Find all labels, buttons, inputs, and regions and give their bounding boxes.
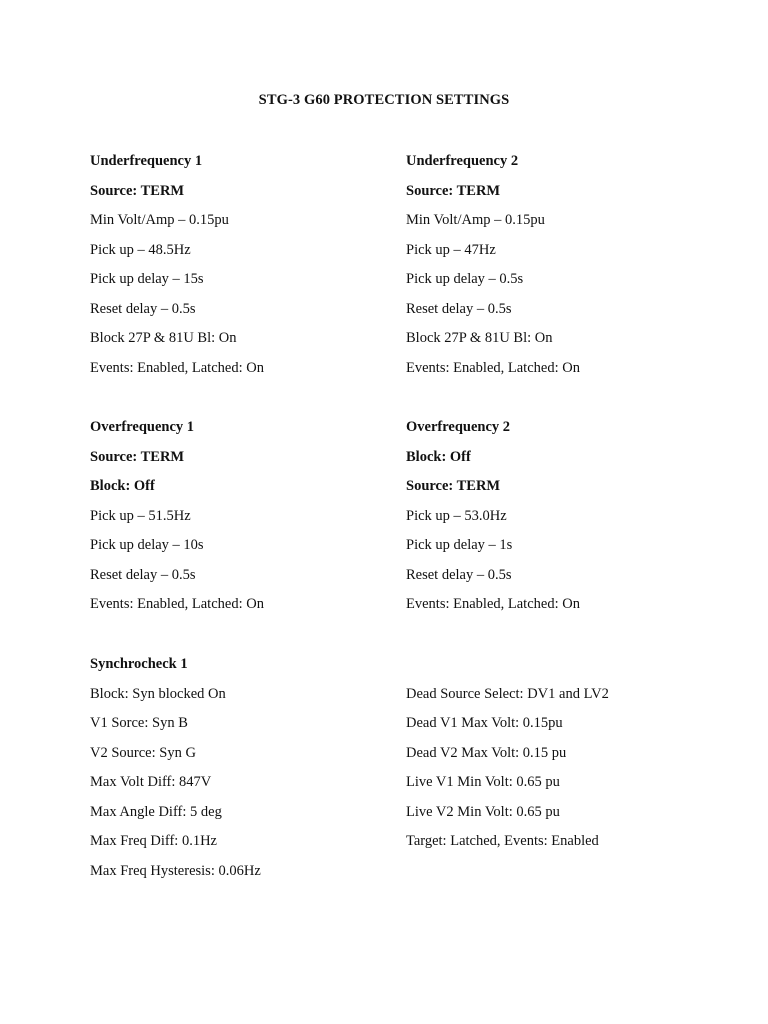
underfrequency-1-min-volt-amp: Min Volt/Amp – 0.15pu: [90, 212, 229, 228]
overfrequency-2-events: Events: Enabled, Latched: On: [406, 596, 580, 612]
synchrocheck-setting: Dead Source Select: DV1 and LV2: [406, 686, 609, 702]
overfrequency-1-events: Events: Enabled, Latched: On: [90, 596, 264, 612]
overfrequency-2-heading: Overfrequency 2: [406, 419, 511, 435]
synchrocheck-setting: Dead V2 Max Volt: 0.15 pu: [406, 745, 567, 761]
underfrequency-2-pickup: Pick up – 47Hz: [406, 242, 496, 258]
overfrequency-2-source: Source: TERM: [406, 478, 501, 494]
overfrequency-1-source: Source: TERM: [90, 449, 185, 465]
overfrequency-2-reset-delay: Reset delay – 0.5s: [406, 567, 512, 583]
synchrocheck-setting: Dead V1 Max Volt: 0.15pu: [406, 715, 563, 731]
page-title: STG-3 G60 PROTECTION SETTINGS: [258, 92, 510, 108]
synchrocheck-heading: Synchrocheck 1: [90, 656, 188, 672]
underfrequency-1-events: Events: Enabled, Latched: On: [90, 360, 264, 376]
synchrocheck-setting: Block: Syn blocked On: [90, 686, 226, 702]
underfrequency-1-source: Source: TERM: [90, 183, 185, 199]
synchrocheck-setting: V1 Sorce: Syn B: [90, 715, 188, 731]
synchrocheck-setting: Max Freq Hysteresis: 0.06Hz: [90, 863, 261, 879]
underfrequency-2-block-setting: Block 27P & 81U Bl: On: [406, 330, 553, 346]
underfrequency-2-events: Events: Enabled, Latched: On: [406, 360, 580, 376]
underfrequency-1-block-setting: Block 27P & 81U Bl: On: [90, 330, 237, 346]
underfrequency-2-heading: Underfrequency 2: [406, 153, 519, 169]
overfrequency-1-pickup: Pick up – 51.5Hz: [90, 508, 191, 524]
overfrequency-2-pickup-delay: Pick up delay – 1s: [406, 537, 513, 553]
underfrequency-2-reset-delay: Reset delay – 0.5s: [406, 301, 512, 317]
overfrequency-1-pickup-delay: Pick up delay – 10s: [90, 537, 204, 553]
synchrocheck-setting: Target: Latched, Events: Enabled: [406, 833, 599, 849]
overfrequency-1-block-setting: Block: Off: [90, 478, 155, 494]
synchrocheck-setting: Max Freq Diff: 0.1Hz: [90, 833, 217, 849]
underfrequency-1-reset-delay: Reset delay – 0.5s: [90, 301, 196, 317]
underfrequency-1-pickup: Pick up – 48.5Hz: [90, 242, 191, 258]
synchrocheck-setting: Live V1 Min Volt: 0.65 pu: [406, 774, 560, 790]
underfrequency-1-heading: Underfrequency 1: [90, 153, 203, 169]
synchrocheck-setting: V2 Source: Syn G: [90, 745, 196, 761]
underfrequency-2-min-volt-amp: Min Volt/Amp – 0.15pu: [406, 212, 545, 228]
overfrequency-2-block-setting: Block: Off: [406, 449, 471, 465]
synchrocheck-setting: Max Volt Diff: 847V: [90, 774, 212, 790]
synchrocheck-setting: Max Angle Diff: 5 deg: [90, 804, 222, 820]
overfrequency-1-reset-delay: Reset delay – 0.5s: [90, 567, 196, 583]
underfrequency-2-source: Source: TERM: [406, 183, 501, 199]
underfrequency-1-pickup-delay: Pick up delay – 15s: [90, 271, 204, 287]
synchrocheck-setting: Live V2 Min Volt: 0.65 pu: [406, 804, 560, 820]
overfrequency-1-heading: Overfrequency 1: [90, 419, 195, 435]
underfrequency-2-pickup-delay: Pick up delay – 0.5s: [406, 271, 524, 287]
overfrequency-2-pickup: Pick up – 53.0Hz: [406, 508, 507, 524]
